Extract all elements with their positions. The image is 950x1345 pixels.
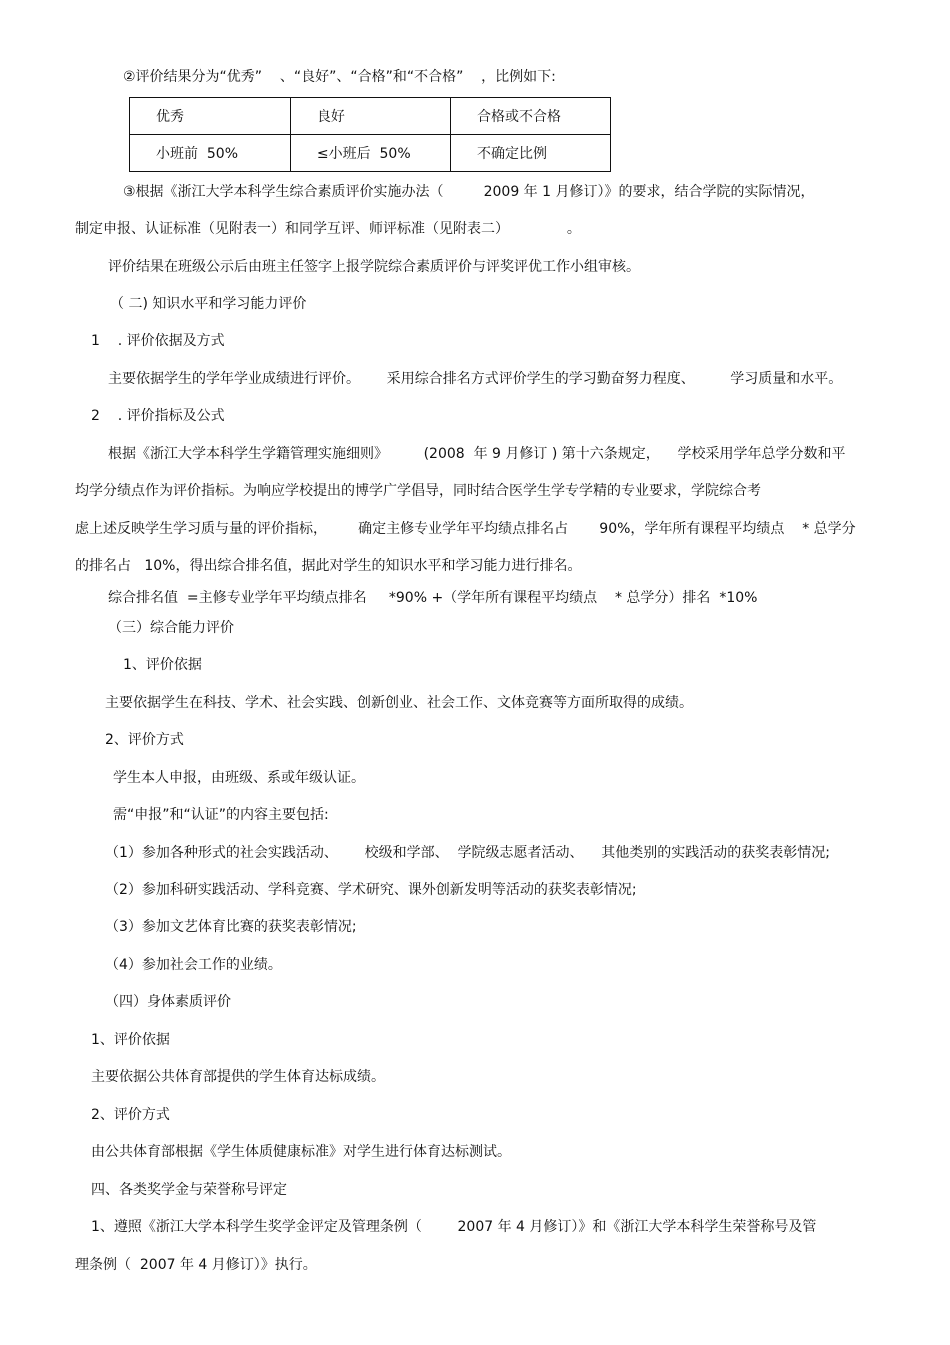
heading-ability-basis: 1、评价依据 xyxy=(123,657,202,673)
heading-ability-method: 2、评价方式 xyxy=(105,732,184,748)
line-ability-basis: 主要依据学生在科技、学术、社会实践、创新创业、社会工作、文体竞赛等方面所取得的成绩。 xyxy=(105,695,693,711)
heading-physical-basis: 1、评价依据 xyxy=(91,1032,170,1048)
line-weighting: 虑上述反映学生学习质与量的评价指标， 确定主修专业学年平均绩点排名占 90%，学年所有课程平均绩点 * 总学分 xyxy=(75,521,856,537)
heading-scholarships: 四、各类奖学金与荣誉称号评定 xyxy=(91,1182,287,1198)
list-item-4: （4）参加社会工作的业绩。 xyxy=(105,957,282,973)
line-scholarship-regulations: 1、遵照《浙江大学本科学生奖学金评定及管理条例（ 2007 年 4 月修订）》和《浙江大学本科学生荣誉称号及管 xyxy=(91,1219,817,1235)
line-report-contents: 需“申报”和“认证”的内容主要包括: xyxy=(113,807,329,823)
heading-physical-method: 2、评价方式 xyxy=(91,1107,170,1123)
list-item-1: （1）参加各种形式的社会实践活动、 校级和学部、 学院级志愿者活动、 其他类别的实践活动的获奖表彰情况; xyxy=(105,845,831,861)
line-physical-basis: 主要依据公共体育部提供的学生体育达标成绩。 xyxy=(91,1069,385,1085)
table-cell-good: ≤小班后 50% xyxy=(290,135,450,172)
table-header-good: 良好 xyxy=(290,98,450,135)
line-gpa-indicator: 均学分绩点作为评价指标。为响应学校提出的博学广学倡导，同时结合医学生学专学精的专业要求，学院综合考 xyxy=(75,483,761,499)
line-regulation: 根据《浙江大学本科学生学籍管理实施细则》 (2008 年 9 月修订 ) 第十六条规定， 学校采用学年总学分数和平 xyxy=(108,446,846,462)
line-result-review: 评价结果在班级公示后由班主任签字上报学院综合素质评价与评奖评优工作小组审核。 xyxy=(108,259,640,275)
list-item-3: （3）参加文艺体育比赛的获奖表彰情况; xyxy=(105,919,357,935)
table-header-excellent: 优秀 xyxy=(130,98,291,135)
table-cell-pass-fail: 不确定比例 xyxy=(451,135,611,172)
table-row xyxy=(130,135,611,172)
line-standards: 制定申报、认证标准（见附表一）和同学互评、师评标准（见附表二） 。 xyxy=(75,221,581,237)
table-cell-excellent: 小班前 50% xyxy=(130,135,291,172)
line-result-grades: ②评价结果分为“优秀” 、“良好”、“合格”和“不合格” ，比例如下: xyxy=(123,69,556,85)
table-row xyxy=(130,98,611,135)
line-self-report: 学生本人申报，由班级、系或年级认证。 xyxy=(113,770,365,786)
line-according-to-measures: ③根据《浙江大学本科学生综合素质评价实施办法（ 2009 年 1 月修订）》的要求，结合学院的实际情况， xyxy=(123,184,815,200)
line-formula: 综合排名值 =主修专业学年平均绩点排名 *90% +（学年所有课程平均绩点 * 总学分）排名 *10% xyxy=(108,590,758,606)
heading-knowledge-evaluation: （ 二) 知识水平和学习能力评价 xyxy=(110,296,307,312)
heading-basis-method: 1 . 评价依据及方式 xyxy=(91,333,225,349)
table-header-pass-fail: 合格或不合格 xyxy=(451,98,611,135)
line-ranking: 的排名占 10%，得出综合排名值，据此对学生的知识水平和学习能力进行排名。 xyxy=(75,558,582,574)
heading-physical-quality: （四）身体素质评价 xyxy=(105,994,231,1010)
heading-comprehensive-ability: （三）综合能力评价 xyxy=(108,620,234,636)
line-academic-basis: 主要依据学生的学年学业成绩进行评价。 采用综合排名方式评价学生的学习勤奋努力程度、 学习质量和水平。 xyxy=(108,371,843,387)
list-item-2: （2）参加科研实践活动、学科竞赛、学术研究、课外创新发明等活动的获奖表彰情况; xyxy=(105,882,637,898)
line-physical-method: 由公共体育部根据《学生体质健康标准》对学生进行体育达标测试。 xyxy=(91,1144,511,1160)
line-honor-regulations: 理条例（ 2007 年 4 月修订）》执行。 xyxy=(75,1257,317,1273)
heading-indicator-formula: 2 . 评价指标及公式 xyxy=(91,408,225,424)
ratio-table xyxy=(129,97,611,172)
